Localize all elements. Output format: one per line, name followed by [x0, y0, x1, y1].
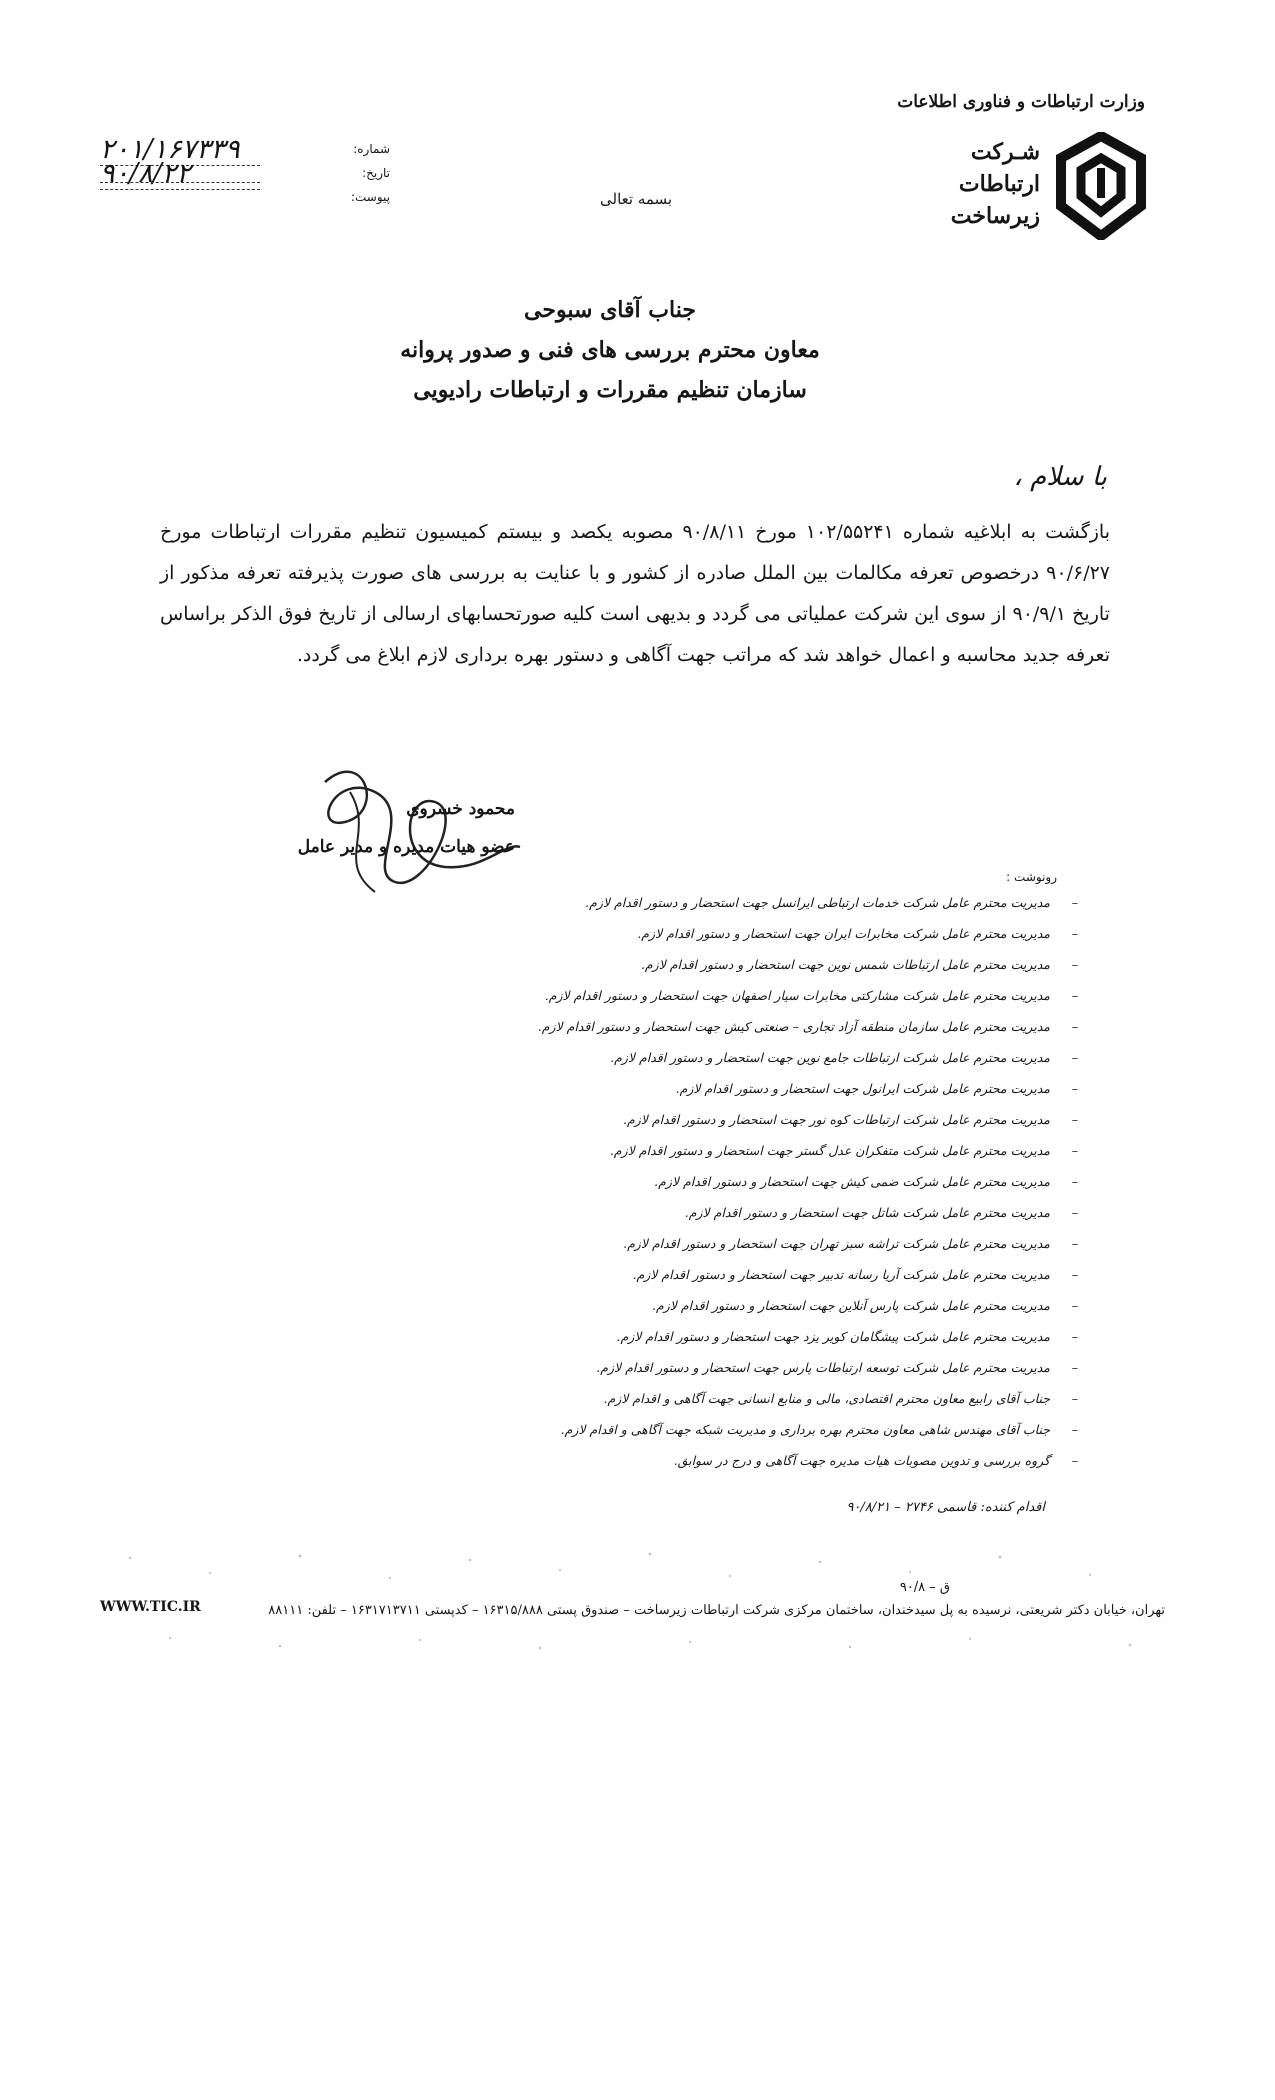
cc-item — [520, 1081, 1078, 1112]
bullet-dash-icon: – — [1071, 1112, 1078, 1127]
cc-item — [520, 1298, 1078, 1329]
footer-website: WWW.TIC.IR — [100, 1599, 201, 1615]
signer-block — [298, 790, 515, 866]
company-name-line-3: زیرساخت — [950, 203, 1040, 229]
meta-attachment — [90, 188, 390, 212]
bullet-dash-icon: – — [1071, 1329, 1078, 1344]
cc-item-text: مدیریت محترم عامل شرکت متفکران عدل گستر جهت استحضار و دستور اقدام لازم. — [609, 1143, 1050, 1158]
bullet-dash-icon: – — [1071, 1298, 1078, 1313]
bullet-dash-icon: – — [1071, 895, 1078, 910]
cc-item-text: جناب آقای مهندس شاهی معاون محترم بهره برداری و مدیریت شبکه جهت آگاهی و اقدام لازم. — [560, 1422, 1050, 1437]
meta-attachment-value — [100, 182, 260, 183]
meta-date-label: تاریخ: — [362, 166, 390, 180]
bullet-dash-icon: – — [1071, 1019, 1078, 1034]
cc-item-text: مدیریت محترم عامل شرکت شاتل جهت استحضار و دستور اقدام لازم. — [684, 1205, 1050, 1220]
bismillah: بسمه تعالی — [600, 190, 673, 208]
cc-item — [520, 1391, 1078, 1422]
cc-item-text: مدیریت محترم عامل شرکت مشارکتی مخابرات سیار اصفهان جهت استحضار و دستور اقدام لازم. — [544, 988, 1050, 1003]
recipient-address — [330, 290, 890, 410]
cc-item-text: مدیریت محترم عامل شرکت پیشگامان کویر یزد جهت استحضار و دستور اقدام لازم. — [616, 1329, 1050, 1344]
ministry-name: وزارت ارتباطات و فناوری اطلاعات — [897, 92, 1145, 112]
bullet-dash-icon: – — [1071, 1205, 1078, 1220]
cc-item-text: مدیریت محترم عامل شرکت خدمات ارتباطی ایرانسل جهت استحضار و دستور اقدام لازم. — [585, 895, 1050, 910]
cc-item-text: مدیریت محترم عامل شرکت ضمی کیش جهت استحضار و دستور اقدام لازم. — [654, 1174, 1050, 1189]
company-logo — [1055, 132, 1147, 240]
bullet-dash-icon: – — [1071, 1143, 1078, 1158]
bullet-dash-icon: – — [1071, 1174, 1078, 1189]
meta-number-value: ۲۰۱/۱۶۷۳۳۹ — [100, 134, 260, 166]
cc-item — [520, 988, 1078, 1019]
recipient-name: جناب آقای سبوحی — [524, 297, 696, 323]
cc-item — [520, 1019, 1078, 1050]
cc-item-text: مدیریت محترم عامل شرکت ارتباطات کوه نور جهت استحضار و دستور اقدام لازم. — [623, 1112, 1050, 1127]
footer-code: ق – ۹۰/۸ — [899, 1580, 950, 1595]
cc-item — [520, 1112, 1078, 1143]
bullet-dash-icon: – — [1071, 1391, 1078, 1406]
cc-item — [520, 1050, 1078, 1081]
recipient-position: معاون محترم بررسی های فنی و صدور پروانه — [400, 337, 820, 363]
cc-item — [520, 1205, 1078, 1236]
bullet-dash-icon: – — [1071, 1050, 1078, 1065]
cc-item-text: مدیریت محترم عامل شرکت تراشه سبز تهران جهت استحضار و دستور اقدام لازم. — [623, 1236, 1050, 1251]
cc-item — [520, 1267, 1078, 1298]
bullet-dash-icon: – — [1071, 1422, 1078, 1437]
cc-item-text: مدیریت محترم عامل شرکت ایرانول جهت استحضار و دستور اقدام لازم. — [675, 1081, 1050, 1096]
company-name-line-1: شـرکت — [970, 139, 1040, 165]
cc-list — [520, 895, 1078, 1484]
cc-item-text: جناب آقای رابیع معاون محترم اقتصادی، مالی و منابع انسانی جهت آگاهی و اقدام لازم. — [603, 1391, 1050, 1406]
cc-item-text: مدیریت محترم عامل شرکت توسعه ارتباطات پارس جهت استحضار و دستور اقدام لازم. — [596, 1360, 1050, 1375]
company-name — [951, 136, 1040, 232]
meta-date — [90, 158, 390, 189]
meta-number-label: شماره: — [353, 142, 390, 156]
cc-item-text: مدیریت محترم عامل شرکت مخابرات ایران جهت استحضار و دستور اقدام لازم. — [637, 926, 1050, 941]
cc-item — [520, 1360, 1078, 1391]
bullet-dash-icon: – — [1071, 1360, 1078, 1375]
signer-name: محمود خسروی — [406, 799, 515, 819]
footer-address: تهران، خیابان دکتر شریعتی، نرسیده به پل سیدخندان، ساختمان مرکزی شرکت ارتباطات زیرساخت – صندوق پستی ۱۶۳۱۵/۸۸۸ – کدپستی ۱۶۳۱۷۱۳۷۱۱ – تلفن: ۸۸۱۱۱ — [268, 1603, 1165, 1618]
company-name-line-2: ارتباطات — [958, 171, 1040, 197]
letter-body: بازگشت به ابلاغیه شماره ۱۰۲/۵۵۲۴۱ مورخ ۹۰/۸/۱۱ مصوبه یکصد و بیستم کمیسیون تنظیم مقررات ارتباطات مورخ ۹۰/۶/۲۷ درخصوص تعرفه مکالمات بین الملل صادره از کشور و با عنایت به بررسی های صورت پذیرفته تعرفه مذکور از تاریخ ۹۰/۹/۱ از سوی این شرکت عملیاتی می گردد و بدیهی است کلیه صورتحسابهای ارسالی از تاریخ فوق الذکر براساس تعرفه جدید محاسبه و اعمال خواهد شد که مراتب جهت آگاهی و دستور بهره برداری لازم ابلاغ می گردد. — [160, 521, 1110, 666]
cc-item — [520, 1453, 1078, 1484]
cc-item-text: مدیریت محترم عامل شرکت پارس آنلاین جهت استحضار و دستور اقدام لازم. — [652, 1298, 1050, 1313]
recipient-organization: سازمان تنظیم مقررات و ارتباطات رادیویی — [413, 377, 807, 403]
bullet-dash-icon: – — [1071, 1267, 1078, 1282]
cc-item — [520, 895, 1078, 926]
bullet-dash-icon: – — [1071, 988, 1078, 1003]
cc-item-text: مدیریت محترم عامل سازمان منطقه آزاد تجاری – صنعتی کیش جهت استحضار و دستور اقدام لازم. — [537, 1019, 1050, 1034]
cc-item — [520, 1236, 1078, 1267]
cc-item-text: مدیریت محترم عامل ارتباطات شمس نوین جهت استحضار و دستور اقدام لازم. — [640, 957, 1050, 972]
cc-item-text: گروه بررسی و تدوین مصوبات هیات مدیره جهت آگاهی و درج در سوابق. — [673, 1453, 1050, 1468]
bullet-dash-icon: – — [1071, 1453, 1078, 1468]
cc-item — [520, 957, 1078, 988]
bullet-dash-icon: – — [1071, 1081, 1078, 1096]
action-by-note: اقدام کننده: قاسمی ۲۷۴۶ – ۹۰/۸/۲۱ — [846, 1500, 1045, 1515]
meta-date-value: ۹۰/۸/۲۲ — [100, 158, 260, 190]
cc-item — [520, 1143, 1078, 1174]
meta-attachment-label: پیوست: — [350, 190, 390, 204]
bullet-dash-icon: – — [1071, 1236, 1078, 1251]
cc-item — [520, 1329, 1078, 1360]
signer-title: عضو هیات مدیره و مدیر عامل — [297, 837, 515, 857]
cc-item-text: مدیریت محترم عامل شرکت ارتباطات جامع نوین جهت استحضار و دستور اقدام لازم. — [610, 1050, 1050, 1065]
cc-item — [520, 1174, 1078, 1205]
bullet-dash-icon: – — [1071, 926, 1078, 941]
letter-meta — [90, 134, 390, 212]
salutation: با سلام ، — [1013, 462, 1107, 492]
cc-item-text: مدیریت محترم عامل شرکت آریا رسانه تدبیر جهت استحضار و دستور اقدام لازم. — [632, 1267, 1050, 1282]
cc-title: رونوشت : — [1006, 870, 1057, 884]
bullet-dash-icon: – — [1071, 957, 1078, 972]
cc-item — [520, 1422, 1078, 1453]
cc-item — [520, 926, 1078, 957]
